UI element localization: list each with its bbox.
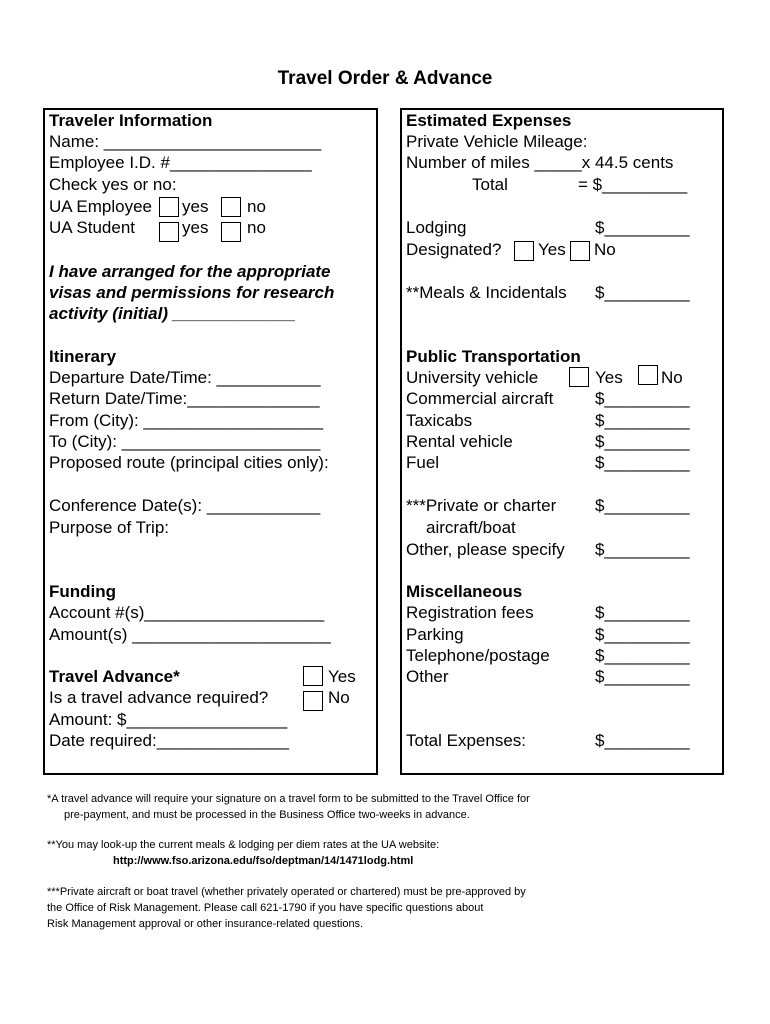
advance-amount-field[interactable]: Amount: $_________________: [49, 710, 288, 729]
fuel-amount-field[interactable]: $_________: [595, 453, 690, 472]
ua-student-yes-label: yes: [182, 218, 209, 237]
travel-advance-heading: Travel Advance*: [49, 667, 180, 686]
ua-employee-yes-checkbox[interactable]: [159, 197, 179, 217]
route-field[interactable]: Proposed route (principal cities only):: [49, 453, 329, 472]
footnote-private-line3: Risk Management approval or other insurance-related questions.: [47, 918, 364, 930]
rental-vehicle-amount-field[interactable]: $_________: [595, 432, 690, 451]
aircraft-boat-label: aircraft/boat: [426, 518, 516, 537]
mileage-total-label: Total: [472, 175, 508, 194]
footnote-advance-line1: *A travel advance will require your signature on a travel form to be submitted to the Travel Office for: [47, 793, 530, 805]
public-transportation-heading: Public Transportation: [406, 347, 581, 366]
total-expenses-label: Total Expenses:: [406, 731, 527, 750]
employee-id-field[interactable]: Employee I.D. #_______________: [49, 153, 312, 172]
advance-yes-label: Yes: [328, 667, 356, 686]
ua-employee-no-label: no: [247, 197, 266, 216]
footnote-advance-line2: pre-payment, and must be processed in the Business Office two-weeks in advance.: [64, 809, 470, 821]
return-field[interactable]: Return Date/Time:______________: [49, 389, 320, 408]
perdiem-url-link[interactable]: http://www.fso.arizona.edu/fso/deptman/14/1471lodg.html: [113, 855, 414, 867]
purpose-field[interactable]: Purpose of Trip:: [49, 518, 170, 537]
number-of-miles-field[interactable]: Number of miles _____x 44.5 cents: [406, 153, 674, 172]
university-vehicle-label: University vehicle: [406, 368, 539, 387]
advance-no-checkbox[interactable]: [303, 691, 323, 711]
private-charter-label: ***Private or charter: [406, 496, 557, 515]
meals-label: **Meals & Incidentals: [406, 283, 567, 302]
from-city-field[interactable]: From (City): ___________________: [49, 411, 324, 430]
commercial-aircraft-amount-field[interactable]: $_________: [595, 389, 690, 408]
private-charter-amount-field[interactable]: $_________: [595, 496, 690, 515]
funding-heading: Funding: [49, 582, 117, 601]
registration-fees-amount-field[interactable]: $_________: [595, 603, 690, 622]
ua-employee-no-checkbox[interactable]: [221, 197, 241, 217]
amounts-field[interactable]: Amount(s) _____________________: [49, 625, 331, 644]
visas-statement-line1: I have arranged for the appropriate: [49, 262, 331, 281]
ua-employee-yes-label: yes: [182, 197, 209, 216]
lodging-amount-field[interactable]: $_________: [595, 218, 690, 237]
ua-employee-label: UA Employee: [49, 197, 152, 216]
designated-no-checkbox[interactable]: [570, 241, 590, 261]
telephone-postage-label: Telephone/postage: [406, 646, 550, 665]
ua-student-no-checkbox[interactable]: [221, 222, 241, 242]
traveler-heading: Traveler Information: [49, 111, 213, 130]
rental-vehicle-label: Rental vehicle: [406, 432, 513, 451]
footnote-private-line1: ***Private aircraft or boat travel (whether privately operated or chartered) must be pre-approved by: [47, 886, 526, 898]
telephone-postage-amount-field[interactable]: $_________: [595, 646, 690, 665]
footnote-perdiem-line1: **You may look-up the current meals & lodging per diem rates at the UA website:: [47, 839, 440, 851]
visas-initial-field[interactable]: activity (initial) _____________: [49, 304, 296, 323]
private-vehicle-label: Private Vehicle Mileage:: [406, 132, 588, 151]
itinerary-heading: Itinerary: [49, 347, 117, 366]
other-specify-label: Other, please specify: [406, 540, 565, 559]
ua-student-yes-checkbox[interactable]: [159, 222, 179, 242]
registration-fees-label: Registration fees: [406, 603, 534, 622]
designated-label: Designated?: [406, 240, 502, 259]
account-field[interactable]: Account #(s)___________________: [49, 603, 325, 622]
mileage-total-field[interactable]: = $_________: [578, 175, 688, 194]
visas-statement-line2: visas and permissions for research: [49, 283, 335, 302]
total-expenses-amount-field[interactable]: $_________: [595, 731, 690, 750]
parking-amount-field[interactable]: $_________: [595, 625, 690, 644]
other-label: Other: [406, 667, 449, 686]
parking-label: Parking: [406, 625, 464, 644]
taxicabs-label: Taxicabs: [406, 411, 473, 430]
commercial-aircraft-label: Commercial aircraft: [406, 389, 554, 408]
page-title: Travel Order & Advance: [277, 68, 493, 89]
fuel-label: Fuel: [406, 453, 440, 472]
departure-field[interactable]: Departure Date/Time: ___________: [49, 368, 321, 387]
conference-dates-field[interactable]: Conference Date(s): ____________: [49, 496, 321, 515]
designated-yes-label: Yes: [538, 240, 566, 259]
check-yes-no-label: Check yes or no:: [49, 175, 177, 194]
estimated-expenses-heading: Estimated Expenses: [406, 111, 572, 130]
university-vehicle-yes-label: Yes: [595, 368, 623, 387]
other-specify-amount-field[interactable]: $_________: [595, 540, 690, 559]
name-field[interactable]: Name: _______________________: [49, 132, 322, 151]
other-amount-field[interactable]: $_________: [595, 667, 690, 686]
university-vehicle-no-checkbox[interactable]: [638, 365, 658, 385]
designated-yes-checkbox[interactable]: [514, 241, 534, 261]
to-city-field[interactable]: To (City): _____________________: [49, 432, 321, 451]
ua-student-no-label: no: [247, 218, 266, 237]
meals-amount-field[interactable]: $_________: [595, 283, 690, 302]
designated-no-label: No: [594, 240, 616, 259]
university-vehicle-yes-checkbox[interactable]: [569, 367, 589, 387]
footnote-private-line2: the Office of Risk Management. Please call 621-1790 if you have specific questions about: [47, 902, 484, 914]
miscellaneous-heading: Miscellaneous: [406, 582, 523, 601]
ua-student-label: UA Student: [49, 218, 136, 237]
lodging-label: Lodging: [406, 218, 467, 237]
taxicabs-amount-field[interactable]: $_________: [595, 411, 690, 430]
advance-no-label: No: [328, 688, 350, 707]
university-vehicle-no-label: No: [661, 368, 683, 387]
advance-yes-checkbox[interactable]: [303, 666, 323, 686]
date-required-field[interactable]: Date required:______________: [49, 731, 290, 750]
advance-question: Is a travel advance required?: [49, 688, 269, 707]
